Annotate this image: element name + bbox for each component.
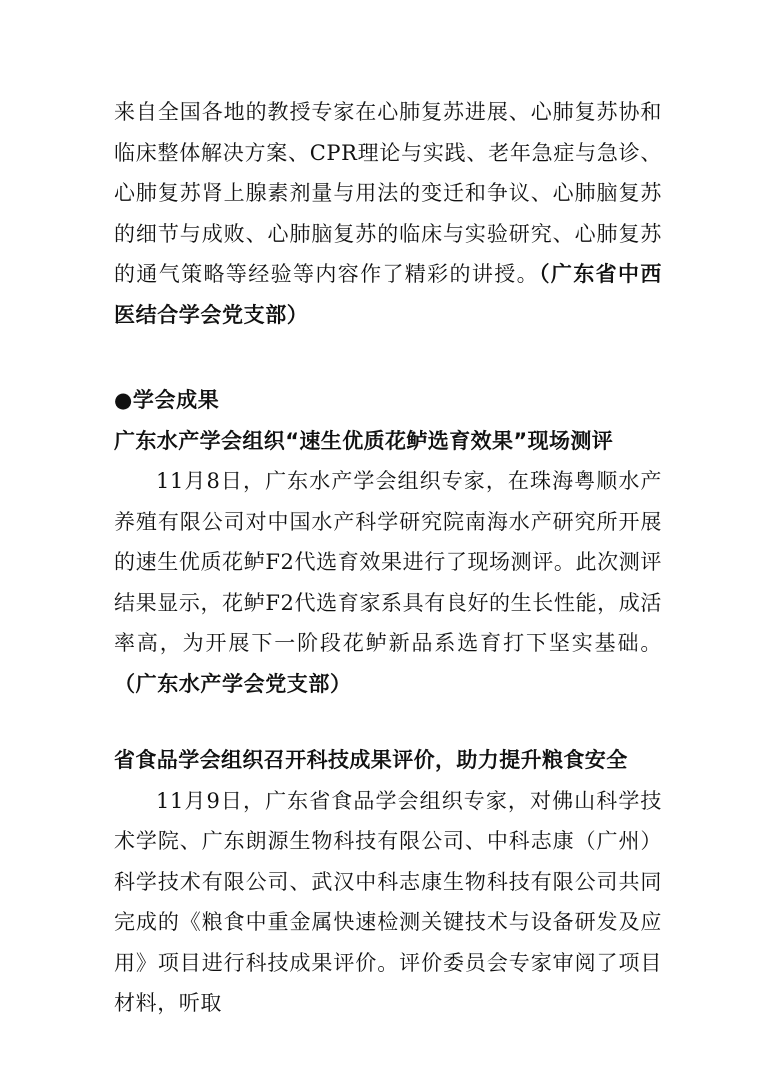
document-page [114,92,662,1024]
item-title-fishery: 广东水产学会组织“速生优质花鲈选育效果”现场测评 [114,428,614,453]
item-body-food [114,781,662,1024]
item-source: （广东水产学会党支部） [114,671,352,696]
paragraph-text: 来自全国各地的教授专家在心肺复苏进展、心肺复苏协和临床整体解决方案、CPR理论与实践、老年急症与急诊、心肺复苏肾上腺素剂量与用法的变迁和争议、心肺脑复苏的细节与成败、心肺脑复苏的临床与实验研究、心肺复苏的通气策略等经验等内容作了精彩的讲授。 [114,100,662,286]
paragraph-gap [114,704,662,740]
paragraph-source: （广东省中西医结合学会党支部） [114,262,662,327]
item-body-text: 11月9日，广东省食品学会组织专家，对佛山科学技术学院、广东朗源生物科技有限公司、中科志康（广州）科学技术有限公司、武汉中科志康生物科技有限公司共同完成的《粮食中重金属快速检测关键技术与设备研发及应用》项目进行科技成果评价。评价委员会专家审阅了项目材料，听取 [114,788,662,1015]
item-body-text: 11月8日，广东水产学会组织专家，在珠海粤顺水产养殖有限公司对中国水产科学研究院南海水产研究所开展的速生优质花鲈F2代选育效果进行了现场测评。此次测评结果显示，花鲈F2代选育家系具有良好的生长性能，成活率高，为开展下一阶段花鲈新品系选育打下坚实基础。 [114,469,662,655]
item-body-fishery [114,461,662,704]
continued-paragraph [114,92,662,335]
section-heading: ●学会成果 [114,388,220,412]
item-title-food: 省食品学会组织召开科技成果评价，助力提升粮食安全 [114,748,628,772]
